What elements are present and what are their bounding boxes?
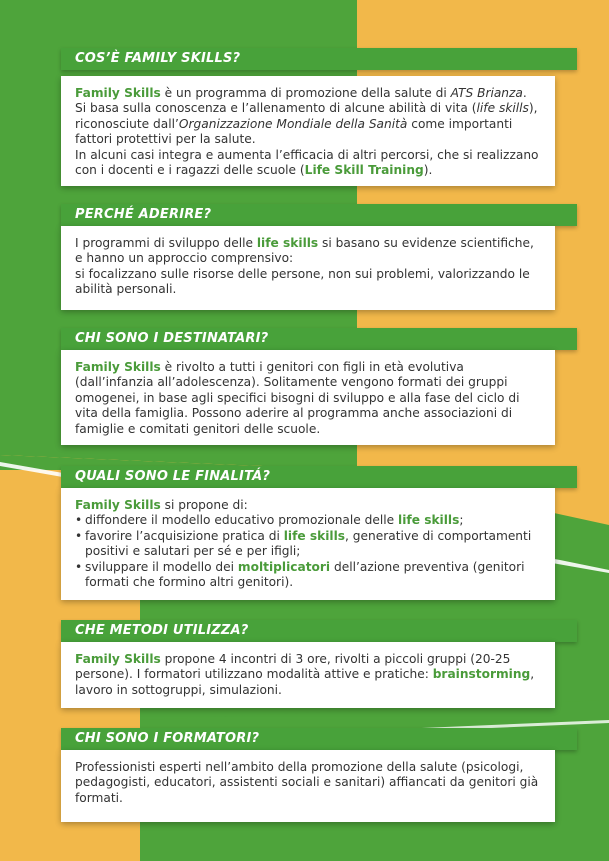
highlighted-term: Family Skills xyxy=(75,652,161,666)
text-run: dell’azione preventiva (genitori formati che formino altri genitori). xyxy=(85,559,525,590)
text-run: è rivolto a tutti i genitori con figli in età evolutiva (dall’infanzia all’adolescenza). Solitamente vengono formati dei gruppi omogenei, in base agli specifici bisogni di sviluppo e alla fase del ciclo di vita della famiglia. Possono aderire al programma anche associazioni di famiglie e comitati genitori delle scuole. xyxy=(75,360,520,436)
section-body xyxy=(61,76,555,186)
text-run: , generative di comportamenti positivi e salutari per sé e per ifigli; xyxy=(85,528,532,559)
italic-term: Organizzazione Mondiale della Sanità xyxy=(178,116,408,131)
text-run: I programmi di sviluppo delle xyxy=(75,236,257,250)
list-item xyxy=(75,513,541,528)
italic-term: ATS Brianza xyxy=(450,86,523,100)
highlighted-term: life skills xyxy=(398,513,460,528)
text-run: propone 4 incontri di 3 ore, rivolti a piccoli gruppi (20-25 persone). I formatori utilizzano modalità attive e pratiche: xyxy=(75,652,511,682)
highlighted-term: life skills xyxy=(283,528,346,543)
section-body xyxy=(61,642,555,708)
text-run: è un programma di promozione della salute di xyxy=(160,86,451,100)
text-run: come importanti fattori protettivi per la salute. xyxy=(75,116,513,147)
italic-term: life skills xyxy=(476,101,529,116)
text-run: diffondere il modello educativo promozionale delle xyxy=(85,513,399,528)
text-run: si basano su evidenze scientifiche, e hanno un approccio comprensivo: xyxy=(75,236,534,266)
section-title: PERCHÉ ADERIRE? xyxy=(61,204,577,226)
text-run: favorire l’acquisizione pratica di xyxy=(85,528,284,543)
section-body xyxy=(61,488,555,600)
highlighted-term: Life Skill Training xyxy=(304,163,424,178)
paragraph xyxy=(75,148,541,179)
list-item xyxy=(75,529,541,560)
paragraph xyxy=(75,652,541,698)
highlighted-term: moltiplicatori xyxy=(237,559,331,574)
text-run: Professionisti esperti nell’ambito della promozione della salute (psicologi, pedagogisti, educatori, assistenti sociali e sanitari) affiancati da genitori già formati. xyxy=(75,760,539,805)
text-run: si propone di: xyxy=(160,498,248,512)
paragraph xyxy=(75,267,541,298)
section-title: COS’È FAMILY SKILLS? xyxy=(61,48,577,70)
highlighted-term: Family Skills xyxy=(75,498,161,512)
text-run: In alcuni casi integra e aumenta l’efficacia di altri percorsi, che si realizzano con i docenti e i ragazzi delle scuole ( xyxy=(75,147,539,178)
text-run: . Si basa sulla conoscenza e l’allenamento di alcune abilità di vita ( xyxy=(75,86,527,116)
section-body xyxy=(61,750,555,822)
section-body xyxy=(61,350,555,445)
highlighted-term: Family Skills xyxy=(75,360,161,374)
section-title: CHI SONO I DESTINATARI? xyxy=(61,328,577,350)
paragraph xyxy=(75,360,541,437)
highlighted-term: life skills xyxy=(256,236,319,250)
section-body xyxy=(61,226,555,310)
goals-list xyxy=(75,513,541,590)
text-run: ), riconosciute dall’ xyxy=(75,101,538,131)
paragraph xyxy=(75,498,541,513)
section-title: CHI SONO I FORMATORI? xyxy=(61,728,577,750)
paragraph xyxy=(75,236,541,267)
list-item xyxy=(75,560,541,591)
text-run: ). xyxy=(423,163,433,178)
paragraph xyxy=(75,760,541,806)
highlighted-term: Family Skills xyxy=(75,86,161,100)
text-run: sviluppare il modello dei xyxy=(85,559,238,574)
text-run: ; xyxy=(459,513,464,528)
section-title: QUALI SONO LE FINALITÁ? xyxy=(61,466,577,488)
paragraph xyxy=(75,86,541,148)
highlighted-term: brainstorming xyxy=(432,667,531,682)
section-title: CHE METODI UTILIZZA? xyxy=(61,620,577,642)
text-run: , lavoro in sottogruppi, simulazioni. xyxy=(75,667,535,697)
text-run: si focalizzano sulle risorse delle persone, non sui problemi, valorizzando le abilità personali. xyxy=(75,266,530,297)
